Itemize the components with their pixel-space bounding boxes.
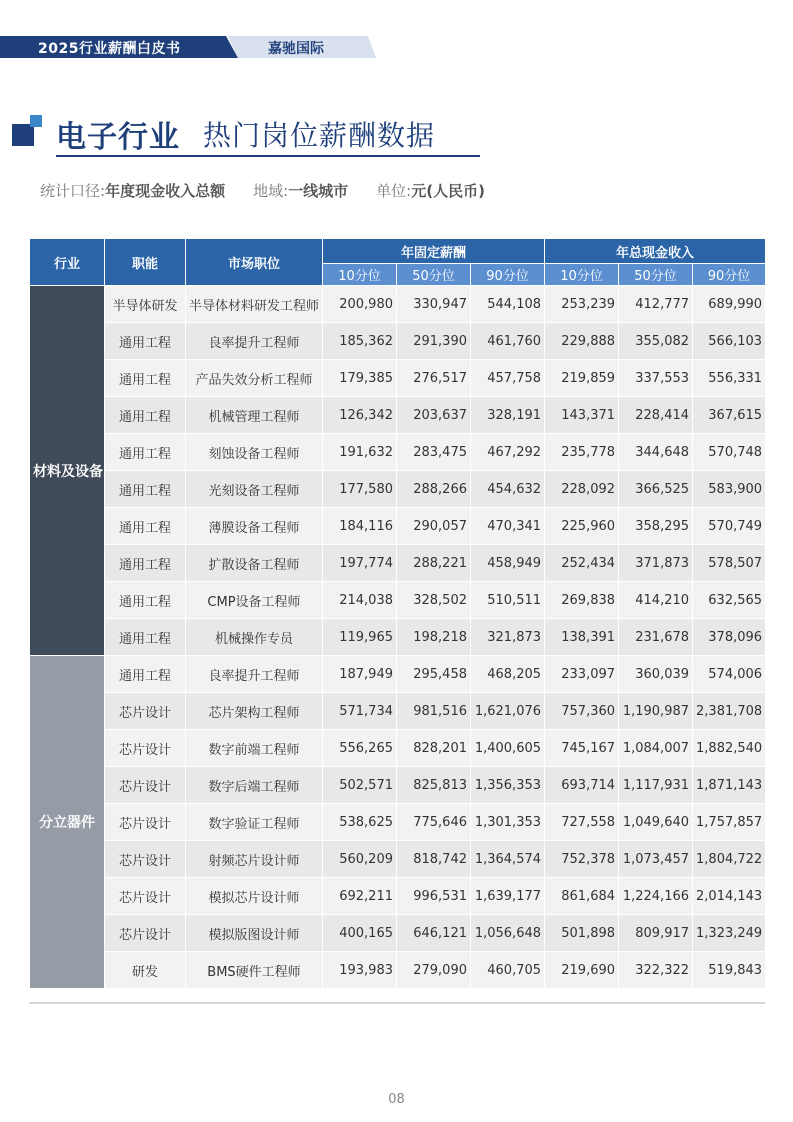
page-title: 电子行业 — [56, 120, 180, 155]
table-row — [30, 619, 766, 656]
cell-fixed-p90: 1,400,605 — [471, 730, 545, 767]
cell-fixed-p10: 571,734 — [323, 693, 397, 730]
industry-cell: 分立器件 — [30, 656, 105, 989]
table-row — [30, 915, 766, 952]
cell-position: 良率提升工程师 — [186, 656, 323, 693]
cell-fixed-p10: 119,965 — [323, 619, 397, 656]
cell-total-p90: 570,748 — [693, 434, 766, 471]
cell-fixed-p50: 290,057 — [397, 508, 471, 545]
cell-fixed-p50: 775,646 — [397, 804, 471, 841]
cell-fixed-p50: 279,090 — [397, 952, 471, 989]
cell-total-p50: 360,039 — [619, 656, 693, 693]
cell-position: 数字后端工程师 — [186, 767, 323, 804]
cell-fixed-p50: 198,218 — [397, 619, 471, 656]
cell-fixed-p10: 185,362 — [323, 323, 397, 360]
header-fixed-p10: 10分位 — [323, 264, 397, 286]
cell-total-p90: 1,871,143 — [693, 767, 766, 804]
cell-position: 扩散设备工程师 — [186, 545, 323, 582]
cell-function: 通用工程 — [105, 471, 186, 508]
cell-function: 通用工程 — [105, 619, 186, 656]
page-subtitle: 热门岗位薪酬数据 — [203, 119, 436, 152]
cell-total-p90: 1,882,540 — [693, 730, 766, 767]
table-row — [30, 841, 766, 878]
table-row — [30, 545, 766, 582]
table-row — [30, 582, 766, 619]
cell-total-p10: 219,690 — [545, 952, 619, 989]
cell-total-p10: 727,558 — [545, 804, 619, 841]
cell-fixed-p10: 187,949 — [323, 656, 397, 693]
cell-total-p10: 143,371 — [545, 397, 619, 434]
cell-position: 芯片架构工程师 — [186, 693, 323, 730]
header-fixed-p90: 90分位 — [471, 264, 545, 286]
cell-total-p90: 574,006 — [693, 656, 766, 693]
cell-total-p50: 228,414 — [619, 397, 693, 434]
cell-function: 芯片设计 — [105, 693, 186, 730]
cell-position: 数字验证工程师 — [186, 804, 323, 841]
table-row — [30, 656, 766, 693]
cell-total-p90: 570,749 — [693, 508, 766, 545]
table-row — [30, 434, 766, 471]
cell-total-p90: 1,804,722 — [693, 841, 766, 878]
header-function: 职能 — [105, 239, 186, 286]
cell-total-p50: 1,049,640 — [619, 804, 693, 841]
cell-fixed-p90: 1,356,353 — [471, 767, 545, 804]
cell-fixed-p50: 288,266 — [397, 471, 471, 508]
table-row — [30, 952, 766, 989]
cell-total-p50: 322,322 — [619, 952, 693, 989]
cell-total-p50: 371,873 — [619, 545, 693, 582]
cell-position: 良率提升工程师 — [186, 323, 323, 360]
cell-fixed-p10: 191,632 — [323, 434, 397, 471]
cell-fixed-p50: 288,221 — [397, 545, 471, 582]
cell-position: 射频芯片设计师 — [186, 841, 323, 878]
table-row — [30, 730, 766, 767]
salary-table-body — [30, 286, 766, 989]
cell-fixed-p10: 193,983 — [323, 952, 397, 989]
header-total-p50: 50分位 — [619, 264, 693, 286]
cell-total-p90: 1,757,857 — [693, 804, 766, 841]
cell-function: 通用工程 — [105, 323, 186, 360]
cell-total-p10: 219,859 — [545, 360, 619, 397]
cell-fixed-p10: 200,980 — [323, 286, 397, 323]
unit-label: 单位: — [376, 182, 412, 200]
cell-position: 刻蚀设备工程师 — [186, 434, 323, 471]
cell-total-p50: 366,525 — [619, 471, 693, 508]
cell-total-p90: 367,615 — [693, 397, 766, 434]
cell-fixed-p90: 460,705 — [471, 952, 545, 989]
cell-fixed-p50: 646,121 — [397, 915, 471, 952]
table-row — [30, 804, 766, 841]
title-accent-square-icon — [30, 115, 42, 127]
cell-fixed-p90: 328,191 — [471, 397, 545, 434]
cell-function: 通用工程 — [105, 434, 186, 471]
company-name: 嘉驰国际 — [268, 41, 324, 57]
cell-total-p10: 225,960 — [545, 508, 619, 545]
cell-fixed-p90: 467,292 — [471, 434, 545, 471]
cell-fixed-p90: 457,758 — [471, 360, 545, 397]
cell-position: 模拟版图设计师 — [186, 915, 323, 952]
cell-position: 机械操作专员 — [186, 619, 323, 656]
cell-fixed-p90: 510,511 — [471, 582, 545, 619]
region-value: 一线城市 — [288, 182, 349, 200]
cell-total-p50: 809,917 — [619, 915, 693, 952]
header-total-p10: 10分位 — [545, 264, 619, 286]
cell-fixed-p90: 1,301,353 — [471, 804, 545, 841]
cell-total-p50: 231,678 — [619, 619, 693, 656]
cell-fixed-p90: 1,056,648 — [471, 915, 545, 952]
cell-fixed-p10: 126,342 — [323, 397, 397, 434]
cell-function: 芯片设计 — [105, 915, 186, 952]
cell-fixed-p10: 556,265 — [323, 730, 397, 767]
header-fixed-p50: 50分位 — [397, 264, 471, 286]
cell-fixed-p10: 560,209 — [323, 841, 397, 878]
cell-fixed-p90: 1,639,177 — [471, 878, 545, 915]
page-number: 08 — [388, 1092, 405, 1107]
table-row — [30, 323, 766, 360]
cell-fixed-p50: 828,201 — [397, 730, 471, 767]
cell-fixed-p50: 276,517 — [397, 360, 471, 397]
industry-cell: 材料及设备 — [30, 286, 105, 656]
cell-fixed-p90: 461,760 — [471, 323, 545, 360]
header-fixed-salary: 年固定薪酬 — [323, 239, 545, 264]
table-row — [30, 360, 766, 397]
cell-function: 芯片设计 — [105, 804, 186, 841]
cell-total-p50: 412,777 — [619, 286, 693, 323]
cell-total-p50: 1,117,931 — [619, 767, 693, 804]
cell-function: 芯片设计 — [105, 767, 186, 804]
cell-fixed-p50: 330,947 — [397, 286, 471, 323]
cell-total-p10: 233,097 — [545, 656, 619, 693]
cell-total-p90: 519,843 — [693, 952, 766, 989]
cell-total-p50: 355,082 — [619, 323, 693, 360]
cell-total-p90: 2,381,708 — [693, 693, 766, 730]
table-bottom-rule — [29, 1002, 765, 1004]
cell-fixed-p90: 458,949 — [471, 545, 545, 582]
cell-position: 半导体材料研发工程师 — [186, 286, 323, 323]
cell-total-p10: 253,239 — [545, 286, 619, 323]
cell-fixed-p90: 1,621,076 — [471, 693, 545, 730]
cell-position: 光刻设备工程师 — [186, 471, 323, 508]
cell-total-p90: 583,900 — [693, 471, 766, 508]
header-position: 市场职位 — [186, 239, 323, 286]
cell-position: CMP设备工程师 — [186, 582, 323, 619]
cell-total-p90: 378,096 — [693, 619, 766, 656]
cell-fixed-p50: 825,813 — [397, 767, 471, 804]
cell-position: 机械管理工程师 — [186, 397, 323, 434]
cell-total-p90: 1,323,249 — [693, 915, 766, 952]
cell-fixed-p10: 179,385 — [323, 360, 397, 397]
table-row — [30, 471, 766, 508]
cell-fixed-p10: 502,571 — [323, 767, 397, 804]
cell-fixed-p50: 295,458 — [397, 656, 471, 693]
cell-fixed-p10: 692,211 — [323, 878, 397, 915]
cell-total-p10: 501,898 — [545, 915, 619, 952]
table-row — [30, 508, 766, 545]
cell-fixed-p10: 214,038 — [323, 582, 397, 619]
cell-fixed-p90: 544,108 — [471, 286, 545, 323]
caliber-label: 统计口径: — [40, 182, 106, 200]
stat-meta-line — [40, 180, 485, 201]
cell-fixed-p50: 981,516 — [397, 693, 471, 730]
cell-total-p10: 861,684 — [545, 878, 619, 915]
cell-function: 通用工程 — [105, 360, 186, 397]
cell-function: 研发 — [105, 952, 186, 989]
cell-function: 芯片设计 — [105, 878, 186, 915]
cell-total-p90: 689,990 — [693, 286, 766, 323]
table-row — [30, 397, 766, 434]
cell-function: 通用工程 — [105, 545, 186, 582]
header-ribbon — [0, 36, 380, 58]
cell-fixed-p50: 203,637 — [397, 397, 471, 434]
cell-position: 产品失效分析工程师 — [186, 360, 323, 397]
cell-total-p10: 228,092 — [545, 471, 619, 508]
cell-function: 芯片设计 — [105, 841, 186, 878]
cell-position: 数字前端工程师 — [186, 730, 323, 767]
table-row — [30, 286, 766, 323]
cell-total-p10: 252,434 — [545, 545, 619, 582]
cell-total-p10: 693,714 — [545, 767, 619, 804]
header-total-cash: 年总现金收入 — [545, 239, 766, 264]
title-square-icon — [12, 124, 34, 146]
table-row — [30, 878, 766, 915]
cell-total-p10: 269,838 — [545, 582, 619, 619]
cell-total-p10: 235,778 — [545, 434, 619, 471]
report-title: 2025行业薪酬白皮书 — [38, 41, 181, 57]
cell-function: 通用工程 — [105, 656, 186, 693]
cell-fixed-p90: 468,205 — [471, 656, 545, 693]
cell-position: 薄膜设备工程师 — [186, 508, 323, 545]
cell-fixed-p10: 538,625 — [323, 804, 397, 841]
unit-value: 元(人民币) — [411, 182, 485, 200]
cell-fixed-p10: 400,165 — [323, 915, 397, 952]
table-row — [30, 767, 766, 804]
cell-function: 通用工程 — [105, 508, 186, 545]
salary-table — [29, 238, 766, 989]
cell-total-p50: 1,224,166 — [619, 878, 693, 915]
cell-fixed-p50: 283,475 — [397, 434, 471, 471]
cell-total-p10: 138,391 — [545, 619, 619, 656]
cell-fixed-p10: 177,580 — [323, 471, 397, 508]
cell-total-p50: 1,084,007 — [619, 730, 693, 767]
caliber-value: 年度现金收入总额 — [105, 182, 226, 200]
cell-function: 通用工程 — [105, 582, 186, 619]
cell-total-p50: 358,295 — [619, 508, 693, 545]
cell-total-p90: 2,014,143 — [693, 878, 766, 915]
cell-fixed-p10: 197,774 — [323, 545, 397, 582]
cell-total-p90: 578,507 — [693, 545, 766, 582]
cell-fixed-p90: 321,873 — [471, 619, 545, 656]
cell-total-p10: 757,360 — [545, 693, 619, 730]
header-industry: 行业 — [30, 239, 105, 286]
cell-fixed-p90: 470,341 — [471, 508, 545, 545]
cell-total-p50: 1,073,457 — [619, 841, 693, 878]
cell-function: 通用工程 — [105, 397, 186, 434]
cell-fixed-p50: 818,742 — [397, 841, 471, 878]
cell-total-p50: 414,210 — [619, 582, 693, 619]
cell-total-p50: 344,648 — [619, 434, 693, 471]
region-label: 地域: — [253, 182, 289, 200]
cell-fixed-p90: 1,364,574 — [471, 841, 545, 878]
cell-function: 芯片设计 — [105, 730, 186, 767]
cell-fixed-p90: 454,632 — [471, 471, 545, 508]
cell-fixed-p10: 184,116 — [323, 508, 397, 545]
cell-function: 半导体研发 — [105, 286, 186, 323]
cell-total-p10: 229,888 — [545, 323, 619, 360]
table-row — [30, 693, 766, 730]
header-total-p90: 90分位 — [693, 264, 766, 286]
cell-position: BMS硬件工程师 — [186, 952, 323, 989]
cell-total-p90: 556,331 — [693, 360, 766, 397]
cell-total-p50: 1,190,987 — [619, 693, 693, 730]
cell-total-p90: 632,565 — [693, 582, 766, 619]
cell-position: 模拟芯片设计师 — [186, 878, 323, 915]
cell-fixed-p50: 996,531 — [397, 878, 471, 915]
cell-total-p90: 566,103 — [693, 323, 766, 360]
cell-total-p10: 752,378 — [545, 841, 619, 878]
cell-total-p50: 337,553 — [619, 360, 693, 397]
cell-fixed-p50: 328,502 — [397, 582, 471, 619]
cell-total-p10: 745,167 — [545, 730, 619, 767]
title-underline — [56, 155, 480, 157]
cell-fixed-p50: 291,390 — [397, 323, 471, 360]
